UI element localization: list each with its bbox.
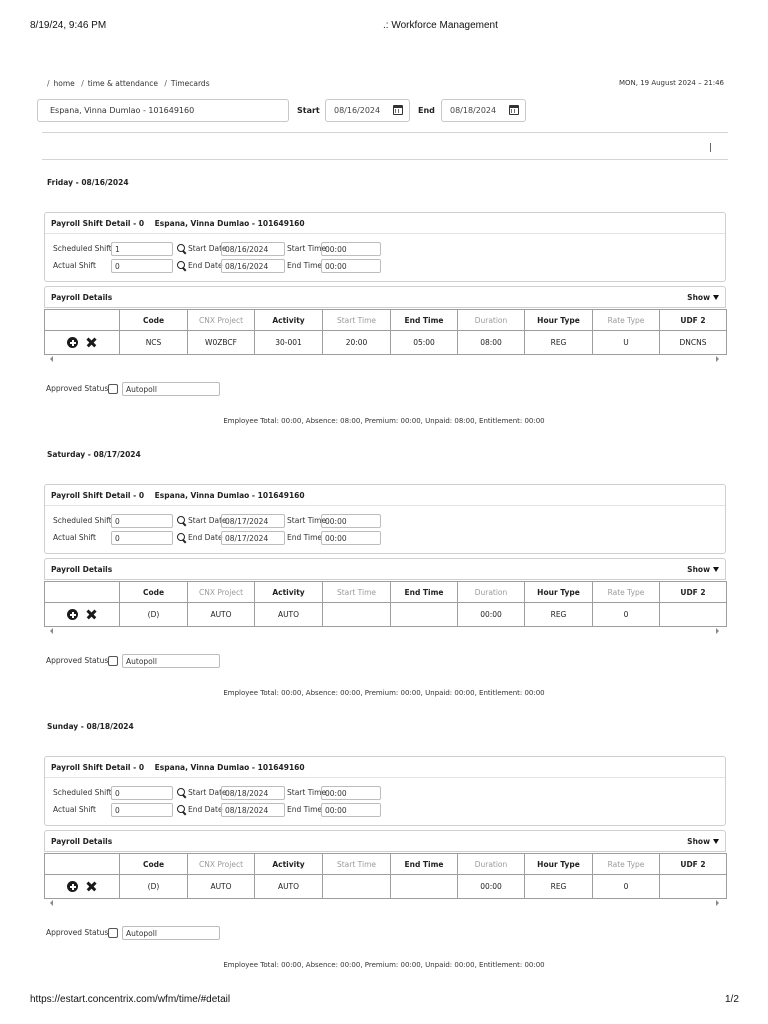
- cell-udf2: [660, 875, 727, 899]
- column-header: [45, 854, 120, 875]
- column-header: CNX Project: [188, 854, 255, 875]
- column-header: CNX Project: [188, 582, 255, 603]
- scheduled-shift-row: [53, 786, 713, 800]
- shift-detail-header: [45, 485, 725, 506]
- payroll-details-header: [44, 558, 726, 580]
- print-datetime: 8/19/24, 9:46 PM: [30, 20, 107, 31]
- cell-start-time: [323, 875, 391, 899]
- column-header: CNX Project: [188, 310, 255, 331]
- show-label: Show: [687, 837, 710, 846]
- scheduled-shift-label: Scheduled Shift: [53, 788, 112, 797]
- end-date-label: End Date: [188, 261, 223, 270]
- actual-shift-row: [53, 531, 713, 545]
- close-icon[interactable]: [86, 337, 97, 348]
- column-header: Duration: [458, 854, 525, 875]
- table-row[interactable]: [45, 331, 727, 355]
- start-time-label: Start Time: [287, 788, 327, 797]
- day-title: Sunday - 08/18/2024: [47, 722, 134, 731]
- day-title: Saturday - 08/17/2024: [47, 450, 141, 459]
- cell-code: (D): [120, 875, 188, 899]
- scroll-right-icon[interactable]: [716, 900, 719, 906]
- column-header: Hour Type: [525, 854, 593, 875]
- search-icon[interactable]: [177, 516, 186, 525]
- shift-detail-panel: [44, 484, 726, 554]
- day-title: Friday - 08/16/2024: [47, 178, 129, 187]
- end-date-value: 08/18/2024: [450, 106, 497, 115]
- column-header: Rate Type: [593, 310, 660, 331]
- actual-shift-input[interactable]: 0: [111, 259, 173, 273]
- scheduled-shift-input[interactable]: 0: [111, 786, 173, 800]
- end-time-label: End Time: [287, 261, 322, 270]
- column-header: Rate Type: [593, 582, 660, 603]
- payroll-details-header: [44, 286, 726, 308]
- scheduled-shift-row: [53, 242, 713, 256]
- search-icon[interactable]: [177, 244, 186, 253]
- shift-end-date-input[interactable]: 08/16/2024: [221, 259, 285, 273]
- cell-hour-type: REG: [525, 331, 593, 355]
- actual-shift-row: [53, 259, 713, 273]
- end-time-label: End Time: [287, 805, 322, 814]
- start-date-label: Start Date: [188, 244, 227, 253]
- actual-shift-label: Actual Shift: [53, 805, 96, 814]
- cell-duration: 08:00: [458, 331, 525, 355]
- row-actions: [45, 603, 120, 627]
- close-icon[interactable]: [86, 881, 97, 892]
- cell-udf2: [660, 603, 727, 627]
- show-toggle[interactable]: [687, 565, 719, 574]
- column-header: Duration: [458, 582, 525, 603]
- column-header: UDF 2: [660, 310, 727, 331]
- scroll-left-icon[interactable]: [50, 900, 53, 906]
- breadcrumb: / home / time & attendance / Timecards: [47, 79, 210, 88]
- scheduled-shift-row: [53, 514, 713, 528]
- cell-udf2: DNCNS: [660, 331, 727, 355]
- approved-status-label: Approved Status: [46, 384, 109, 393]
- show-label: Show: [687, 565, 710, 574]
- approved-status-input[interactable]: Autopoll: [122, 926, 220, 940]
- shift-end-date-input[interactable]: 08/18/2024: [221, 803, 285, 817]
- cell-duration: 00:00: [458, 875, 525, 899]
- shift-end-time-input[interactable]: 00:00: [321, 259, 381, 273]
- scroll-left-icon[interactable]: [50, 628, 53, 634]
- approved-checkbox[interactable]: [108, 928, 118, 938]
- cell-code: NCS: [120, 331, 188, 355]
- cell-activity: AUTO: [255, 603, 323, 627]
- end-time-label: End Time: [287, 533, 322, 542]
- cell-start-time: 20:00: [323, 331, 391, 355]
- column-header: Code: [120, 854, 188, 875]
- payroll-details-title: Payroll Details: [51, 293, 113, 302]
- start-date-label: Start Date: [188, 788, 227, 797]
- start-time-label: Start Time: [287, 516, 327, 525]
- payroll-details-title: Payroll Details: [51, 565, 113, 574]
- toolbar-separator: |: [709, 143, 713, 153]
- column-header: UDF 2: [660, 582, 727, 603]
- shift-detail-title: Payroll Shift Detail - 0: [51, 219, 145, 228]
- shift-detail-header: [45, 757, 725, 778]
- plus-circle-icon[interactable]: [67, 609, 78, 620]
- column-header: Activity: [255, 582, 323, 603]
- shift-detail-employee: Espana, Vinna Dumlao - 101649160: [154, 763, 305, 772]
- shift-detail-header: [45, 213, 725, 234]
- print-page-number: 1/2: [725, 994, 739, 1005]
- approved-status-label: Approved Status: [46, 928, 109, 937]
- header-datetime: MON, 19 August 2024 – 21:46: [618, 79, 724, 87]
- column-header: Hour Type: [525, 582, 593, 603]
- table-row[interactable]: [45, 875, 727, 899]
- approved-status-label: Approved Status: [46, 656, 109, 665]
- column-header: Start Time: [323, 310, 391, 331]
- shift-end-time-input[interactable]: 00:00: [321, 803, 381, 817]
- scheduled-shift-input[interactable]: 0: [111, 514, 173, 528]
- payroll-details-header: [44, 830, 726, 852]
- search-icon[interactable]: [177, 805, 186, 814]
- shift-end-date-input[interactable]: 08/17/2024: [221, 531, 285, 545]
- search-icon[interactable]: [177, 261, 186, 270]
- column-header: [45, 582, 120, 603]
- shift-start-date-input[interactable]: 08/16/2024: [221, 242, 285, 256]
- end-label: End: [418, 106, 435, 115]
- column-header: Duration: [458, 310, 525, 331]
- employee-input[interactable]: Espana, Vinna Dumlao - 101649160: [37, 99, 289, 122]
- approved-status-row: [46, 926, 226, 940]
- shift-detail-title: Payroll Shift Detail - 0: [51, 763, 145, 772]
- cell-activity: AUTO: [255, 875, 323, 899]
- start-date-input[interactable]: [325, 99, 410, 122]
- cell-rate-type: U: [593, 331, 660, 355]
- employee-totals: Employee Total: 00:00, Absence: 00:00, Premium: 00:00, Unpaid: 00:00, Entitlement: 00:00: [223, 961, 545, 969]
- divider: [42, 132, 728, 133]
- approved-status-input[interactable]: Autopoll: [122, 382, 220, 396]
- cell-end-time: [391, 875, 458, 899]
- cell-start-time: [323, 603, 391, 627]
- cell-hour-type: REG: [525, 875, 593, 899]
- scheduled-shift-label: Scheduled Shift: [53, 516, 112, 525]
- cell-project: AUTO: [188, 603, 255, 627]
- cell-activity: 30-001: [255, 331, 323, 355]
- table-header-row: [45, 854, 727, 875]
- column-header: Activity: [255, 310, 323, 331]
- shift-start-date-input[interactable]: 08/17/2024: [221, 514, 285, 528]
- divider: [42, 159, 728, 160]
- shift-start-time-input[interactable]: 00:00: [321, 242, 381, 256]
- table-header-row: [45, 310, 727, 331]
- approved-checkbox[interactable]: [108, 656, 118, 666]
- column-header: End Time: [391, 582, 458, 603]
- scheduled-shift-label: Scheduled Shift: [53, 244, 112, 253]
- cell-duration: 00:00: [458, 603, 525, 627]
- employee-totals: Employee Total: 00:00, Absence: 08:00, Premium: 00:00, Unpaid: 08:00, Entitlement: 00:00: [223, 417, 545, 425]
- shift-detail-employee: Espana, Vinna Dumlao - 101649160: [154, 219, 305, 228]
- shift-start-date-input[interactable]: 08/18/2024: [221, 786, 285, 800]
- plus-circle-icon[interactable]: [67, 337, 78, 348]
- show-label: Show: [687, 293, 710, 302]
- column-header: Start Time: [323, 854, 391, 875]
- actual-shift-input[interactable]: 0: [111, 531, 173, 545]
- end-date-label: End Date: [188, 805, 223, 814]
- scroll-left-icon[interactable]: [50, 356, 53, 362]
- end-date-label: End Date: [188, 533, 223, 542]
- actual-shift-input[interactable]: 0: [111, 803, 173, 817]
- payroll-details-table: [44, 309, 727, 355]
- close-icon[interactable]: [86, 609, 97, 620]
- show-toggle[interactable]: [687, 293, 719, 302]
- caret-down-icon: [713, 839, 719, 844]
- search-icon[interactable]: [177, 788, 186, 797]
- start-date-label: Start Date: [188, 516, 227, 525]
- payroll-details-title: Payroll Details: [51, 837, 113, 846]
- start-date-value: 08/16/2024: [334, 106, 381, 115]
- approved-checkbox[interactable]: [108, 384, 118, 394]
- cell-rate-type: 0: [593, 875, 660, 899]
- scheduled-shift-input[interactable]: 1: [111, 242, 173, 256]
- cell-end-time: [391, 603, 458, 627]
- search-icon[interactable]: [177, 533, 186, 542]
- payroll-details-table: [44, 853, 727, 899]
- shift-detail-employee: Espana, Vinna Dumlao - 101649160: [154, 491, 305, 500]
- shift-detail-panel: [44, 212, 726, 282]
- caret-down-icon: [713, 567, 719, 572]
- cell-project: W0ZBCF: [188, 331, 255, 355]
- approved-status-input[interactable]: Autopoll: [122, 654, 220, 668]
- shift-detail-title: Payroll Shift Detail - 0: [51, 491, 145, 500]
- start-time-label: Start Time: [287, 244, 327, 253]
- table-header-row: [45, 582, 727, 603]
- breadcrumb-timecards: Timecards: [170, 79, 210, 88]
- cell-rate-type: 0: [593, 603, 660, 627]
- breadcrumb-time-attendance[interactable]: time & attendance: [87, 79, 158, 88]
- approved-status-row: [46, 382, 226, 396]
- scroll-right-icon[interactable]: [716, 628, 719, 634]
- cell-hour-type: REG: [525, 603, 593, 627]
- actual-shift-row: [53, 803, 713, 817]
- employee-totals: Employee Total: 00:00, Absence: 00:00, Premium: 00:00, Unpaid: 00:00, Entitlement: 00:00: [223, 689, 545, 697]
- cell-code: (D): [120, 603, 188, 627]
- shift-end-time-input[interactable]: 00:00: [321, 531, 381, 545]
- payroll-details-table: [44, 581, 727, 627]
- calendar-icon[interactable]: [509, 105, 519, 115]
- calendar-icon[interactable]: [393, 105, 403, 115]
- print-title: .: Workforce Management: [383, 20, 498, 31]
- actual-shift-label: Actual Shift: [53, 533, 96, 542]
- cell-project: AUTO: [188, 875, 255, 899]
- scroll-right-icon[interactable]: [716, 356, 719, 362]
- column-header: Rate Type: [593, 854, 660, 875]
- column-header: Activity: [255, 854, 323, 875]
- show-toggle[interactable]: [687, 837, 719, 846]
- column-header: Code: [120, 310, 188, 331]
- end-date-input[interactable]: [441, 99, 526, 122]
- row-actions: [45, 331, 120, 355]
- print-url: https://estart.concentrix.com/wfm/time/#detail: [30, 994, 231, 1005]
- actual-shift-label: Actual Shift: [53, 261, 96, 270]
- row-actions: [45, 875, 120, 899]
- approved-status-row: [46, 654, 226, 668]
- column-header: End Time: [391, 854, 458, 875]
- table-row[interactable]: [45, 603, 727, 627]
- column-header: UDF 2: [660, 854, 727, 875]
- caret-down-icon: [713, 295, 719, 300]
- breadcrumb-home[interactable]: home: [53, 79, 75, 88]
- column-header: [45, 310, 120, 331]
- shift-detail-panel: [44, 756, 726, 826]
- column-header: End Time: [391, 310, 458, 331]
- column-header: Code: [120, 582, 188, 603]
- start-label: Start: [297, 106, 320, 115]
- plus-circle-icon[interactable]: [67, 881, 78, 892]
- shift-start-time-input[interactable]: 00:00: [321, 514, 381, 528]
- column-header: Start Time: [323, 582, 391, 603]
- column-header: Hour Type: [525, 310, 593, 331]
- cell-end-time: 05:00: [391, 331, 458, 355]
- shift-start-time-input[interactable]: 00:00: [321, 786, 381, 800]
